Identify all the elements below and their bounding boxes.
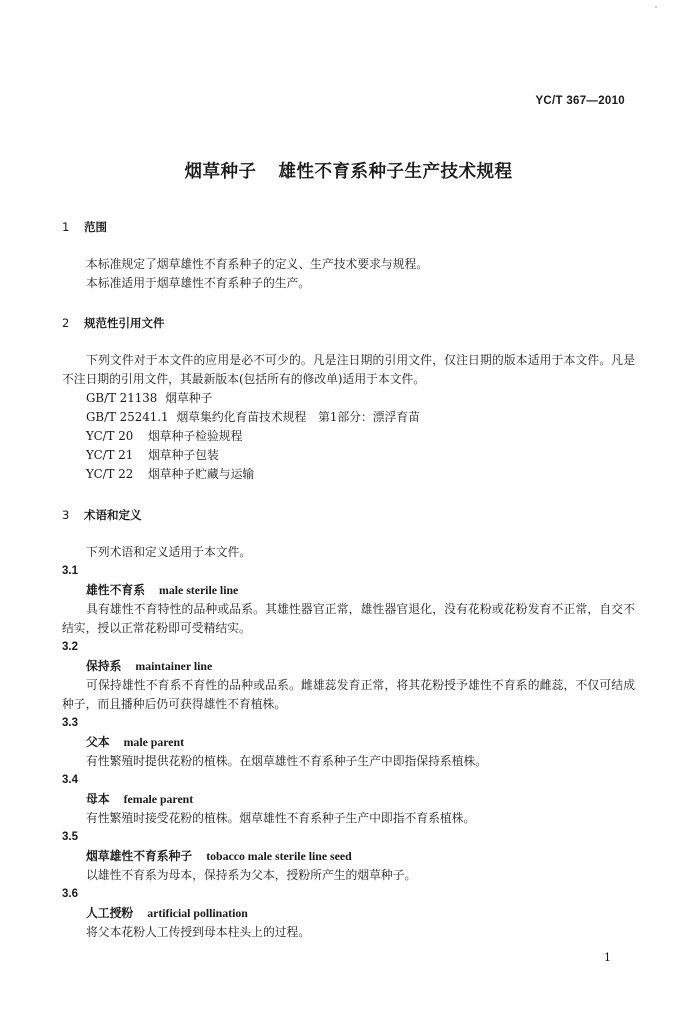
scan-speck bbox=[655, 6, 657, 8]
paragraph: 下列术语和定义适用于本文件。 bbox=[86, 545, 252, 559]
term-name: 烟草雄性不育系种子 tobacco male sterile line seed bbox=[86, 849, 352, 863]
term-definition: 将父本花粉人工传授到母本柱头上的过程。 bbox=[86, 925, 311, 939]
term-entry bbox=[62, 562, 635, 638]
title-part-2: 雄性不育系种子生产技术规程 bbox=[278, 162, 513, 182]
term-name: 保持系 maintainer line bbox=[86, 659, 213, 673]
term-number: 3.4 bbox=[62, 774, 78, 786]
document-title bbox=[0, 158, 697, 183]
paragraph: 本标准规定了烟草雄性不育系种子的定义、生产技术要求与规程。 bbox=[86, 257, 429, 271]
reference-item: GB/T 21138 烟草种子 bbox=[86, 391, 213, 405]
term-name: 雄性不育系 male sterile line bbox=[86, 583, 239, 597]
term-entry bbox=[62, 714, 635, 771]
term-definition: 可保持雄性不育系不育性的品种或品系。雌雄蕊发育正常，将其花粉授予雄性不育系的雌蕊，不仅可结成种子，而且播种后仍可获得雄性不育植株。 bbox=[62, 678, 635, 711]
term-number: 3.6 bbox=[62, 888, 78, 900]
term-name: 父本 male parent bbox=[86, 735, 185, 749]
term-entry bbox=[62, 885, 635, 942]
section-heading: 2 规范性引用文件 bbox=[62, 316, 165, 330]
reference-item: GB/T 25241.1 烟草集约化育苗技术规程 第1部分：漂浮育苗 bbox=[86, 410, 420, 424]
reference-item: YC/T 20 烟草种子检验规程 bbox=[86, 429, 243, 443]
term-number: 3.2 bbox=[62, 641, 78, 653]
section-scope bbox=[62, 218, 635, 293]
section-heading: 3 术语和定义 bbox=[62, 508, 142, 522]
page-number: 1 bbox=[604, 951, 611, 964]
section-normative-references bbox=[62, 314, 635, 484]
paragraph: 本标准适用于烟草雄性不育系种子的生产。 bbox=[86, 276, 311, 290]
paragraph: 下列文件对于本文件的应用是必不可少的。凡是注日期的引用文件，仅注日期的版本适用于本文件。凡是不注日期的引用文件，其最新版本(包括所有的修改单)适用于本文件。 bbox=[62, 353, 635, 386]
term-number: 3.5 bbox=[62, 831, 78, 843]
term-definition: 以雄性不育系为母本，保持系为父本，授粉所产生的烟草种子。 bbox=[86, 868, 417, 882]
section-terms-and-definitions bbox=[62, 506, 635, 942]
term-entry bbox=[62, 771, 635, 828]
term-name: 人工授粉 artificial pollination bbox=[86, 906, 248, 920]
term-number: 3.3 bbox=[62, 717, 78, 729]
term-number: 3.1 bbox=[62, 565, 78, 577]
reference-item: YC/T 21 烟草种子包装 bbox=[86, 448, 219, 462]
title-part-1: 烟草种子 bbox=[184, 162, 257, 182]
reference-item: YC/T 22 烟草种子贮藏与运输 bbox=[86, 467, 255, 481]
term-definition: 具有雄性不育特性的品种或品系。其雄性器官正常，雄性器官退化，没有花粉或花粉发育不正常，自交不结实，授以正常花粉即可受精结实。 bbox=[62, 602, 635, 635]
term-definition: 有性繁殖时接受花粉的植株。烟草雄性不育系种子生产中即指不育系植株。 bbox=[86, 811, 476, 825]
term-entry bbox=[62, 828, 635, 885]
term-name: 母本 female parent bbox=[86, 792, 194, 806]
term-definition: 有性繁殖时提供花粉的植株。在烟草雄性不育系种子生产中即指保持系植株。 bbox=[86, 754, 488, 768]
section-heading: 1 范围 bbox=[62, 220, 107, 234]
term-entry bbox=[62, 638, 635, 714]
standard-number: YC/T 367—2010 bbox=[535, 95, 625, 107]
